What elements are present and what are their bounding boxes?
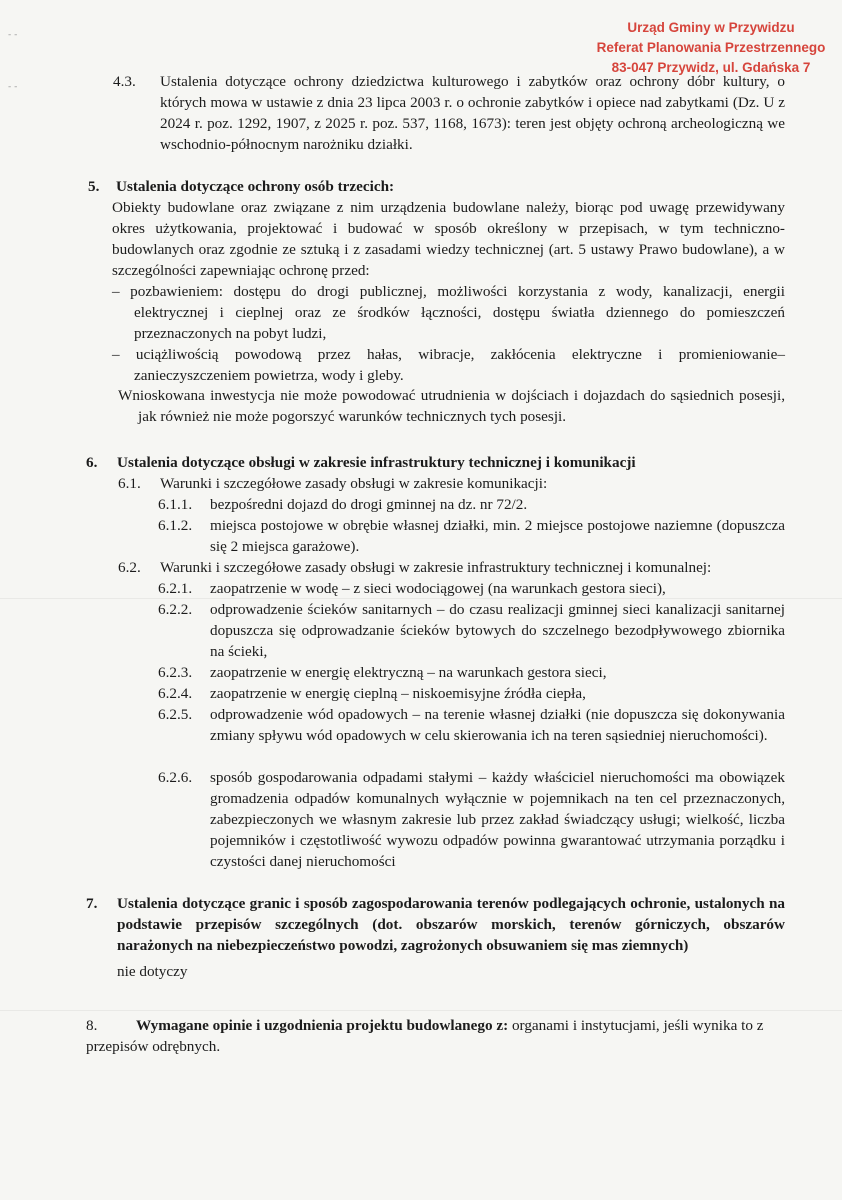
- item-6-2-3-number: 6.2.3.: [158, 664, 193, 681]
- item-6-1-2-number: 6.1.2.: [158, 517, 193, 534]
- section-4-3-text: Ustalenia dotyczące ochrony dziedzictwa kulturowego i zabytków oraz ochrony dóbr kultury, o których mowa w ustawie z dnia 23 lipca 2003 r. o ochronie zabytków i opiece nad zabytkami (Dz. U z 2024 r. poz. 1292, 1907, z 2025 r. poz. 537, 1168, 1673): teren jest objęty ochroną archeologiczną we wschodnio-północnym narożniku działki.: [160, 73, 785, 153]
- section-4-3-number: 4.3.: [113, 73, 136, 90]
- item-6-2-5-text: odprowadzenie wód opadowych – na terenie własnej działki (nie dopuszcza się dokonywania zmiany spływu wód opadowych w celu skierowania ich na teren sąsiedniej nieruchomości).: [210, 706, 785, 744]
- office-stamp: Urząd Gminy w Przywidzu Referat Planowania Przestrzennego 83-047 Przywidz, ul. Gdańska 7: [596, 20, 826, 75]
- section-8-text: organami i instytucjami, jeśli wynika to z przepisów odrębnych.: [86, 1017, 764, 1055]
- section-5-bullet-nuisance: – uciążliwością powodową przez hałas, wibracje, zakłócenia elektryczne i promieniowanie– zanieczyszczeniem powietrza, wody i gleby.: [112, 346, 785, 384]
- section-8-heading: Wymagane opinie i uzgodnienia projektu budowlanego z:: [136, 1017, 509, 1034]
- section-5-closing: Wnioskowana inwestycja nie może powodować utrudnienia w dojściach i dojazdach do sąsiednich posesji, jak również nie może pogorszyć warunków technicznych tych posesji.: [118, 387, 785, 425]
- item-6-2-2-number: 6.2.2.: [158, 601, 193, 618]
- item-6-2-1-number: 6.2.1.: [158, 580, 193, 597]
- section-6-1-text: Warunki i szczegółowe zasady obsługi w zakresie komunikacji:: [160, 475, 548, 492]
- item-6-2-1-text: zaopatrzenie w wodę – z sieci wodociągowej (na warunkach gestora sieci),: [210, 580, 666, 597]
- item-6-1-2-text: miejsca postojowe w obrębie własnej działki, min. 2 miejsce postojowe naziemne (dopuszcza się 2 miejsca garażowe).: [210, 517, 785, 555]
- section-8-number: 8.: [86, 1017, 98, 1034]
- section-5-heading: Ustalenia dotyczące ochrony osób trzecich:: [116, 178, 395, 195]
- item-6-1-1-number: 6.1.1.: [158, 496, 193, 513]
- scan-fold-line: [0, 1010, 842, 1011]
- section-6-2-number: 6.2.: [118, 559, 141, 576]
- section-5-paragraph: Obiekty budowlane oraz związane z nim urządzenia budowlane należy, biorąc pod uwagę przewidywany okres użytkowania, projektować i budować w sposób określony w przepisach, w tym techniczno-budowlanych oraz zgodnie ze sztuką i z zasadami wiedzy technicznej (art. 5 ustawy Prawo budowlane), a w szczególności zapewniając ochronę przed:: [112, 199, 785, 279]
- scan-mark: - -: [8, 30, 18, 40]
- item-6-2-3-text: zaopatrzenie w energię elektryczną – na warunkach gestora sieci,: [210, 664, 607, 681]
- item-6-2-4-text: zaopatrzenie w energię cieplną – niskoemisyjne źródła ciepła,: [210, 685, 586, 702]
- section-7-heading: Ustalenia dotyczące granic i sposób zagospodarowania terenów podlegających ochronie, ustalonych na podstawie przepisów szczególnych (dot. obszarów morskich, terenów górniczych, obszarów narażonych na niebezpieczeństwo powodzi, zagrożonych obsuwaniem się mas ziemnych): [117, 895, 785, 954]
- item-6-2-5-number: 6.2.5.: [158, 706, 193, 723]
- item-6-2-2-text: odprowadzenie ścieków sanitarnych – do czasu realizacji gminnej sieci kanalizacji sanitarnej dopuszcza się odprowadzanie ścieków bytowych do szczelnego bezodpływowego zbiornika na ścieki,: [210, 601, 785, 660]
- section-8-block: [86, 1015, 785, 1057]
- section-5-bullet-deprivation: – pozbawieniem: dostępu do drogi publicznej, możliwości korzystania z wody, kanalizacji, energii elektrycznej i cieplnej oraz ze środków łączności, dostępu światła dziennego do pomieszczeń przeznaczonych na pobyt ludzi,: [112, 283, 785, 342]
- item-6-2-4-number: 6.2.4.: [158, 685, 193, 702]
- section-6-1-number: 6.1.: [118, 475, 141, 492]
- item-6-2-6-text: sposób gospodarowania odpadami stałymi – każdy właściciel nieruchomości ma obowiązek gromadzenia odpadów komunalnych wyłącznie w pojemnikach na ten cel przeznaczonych, zabezpieczonych we własnym zakresie lub przez zakład świadczący usługi; wielkość, liczba pojemników i częstotliwość wywozu odpadów powinna gwarantować utrzymania porządku i czystości danej nieruchomości: [210, 769, 785, 870]
- item-6-2-6-number: 6.2.6.: [158, 769, 193, 786]
- section-7-number: 7.: [86, 895, 98, 912]
- section-6-number: 6.: [86, 454, 98, 471]
- section-6-2-text: Warunki i szczegółowe zasady obsługi w zakresie infrastruktury technicznej i komunalnej:: [160, 559, 712, 576]
- item-6-1-1-text: bezpośredni dojazd do drogi gminnej na dz. nr 72/2.: [210, 496, 528, 513]
- scan-mark: - -: [8, 82, 18, 92]
- section-6-heading: Ustalenia dotyczące obsługi w zakresie infrastruktury technicznej i komunikacji: [117, 454, 636, 471]
- section-7-value: nie dotyczy: [117, 963, 188, 980]
- section-5-number: 5.: [88, 178, 100, 195]
